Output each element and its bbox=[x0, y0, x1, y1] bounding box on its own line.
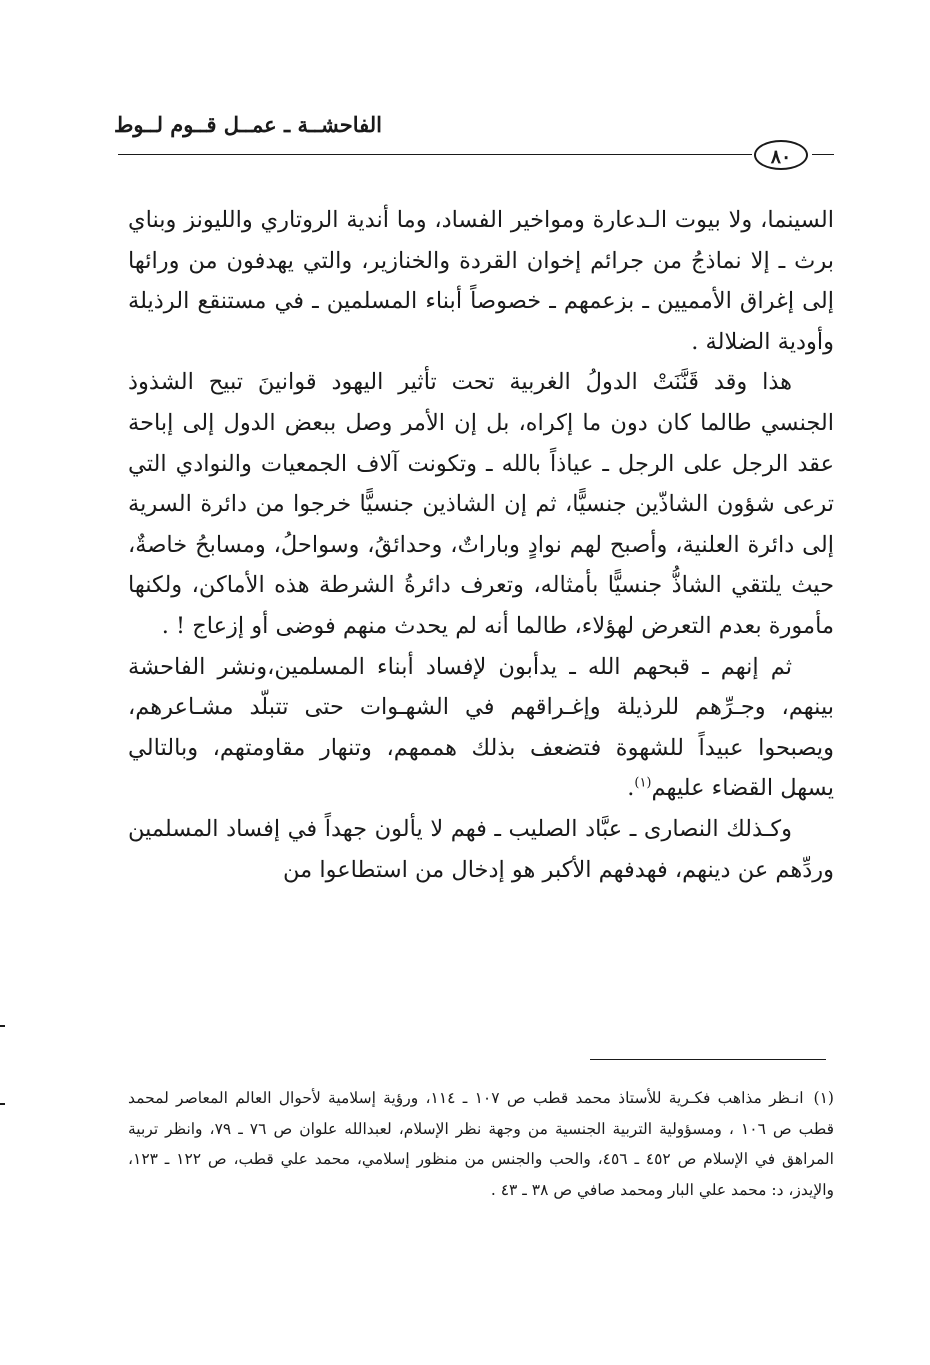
scan-edge-mark bbox=[0, 1103, 5, 1105]
footnote-text: انـظر مذاهب فكـرية للأستاذ محمد قطب ص ١٠٧ ـ ١١٤، ورؤية إسلامية لأحوال العالم المعاصر لمحمد قطب ص ١٠٦ ، ومسؤولية التربية الجنسية من وجهة نظر الإسلام، لعبدالله علوان ص ٧٦ ـ ٧٩، وانظر تربية المراهق في الإسلام ص ٤٥٢ ـ ٤٥٦، والحب والجنس من منظور إسلامي، محمد علي قطب، ص ١٢٢ ـ ١٢٣، والإيدز، د: محمد علي البار ومحمد صافي ص ٣٨ ـ ٤٣ . bbox=[128, 1089, 835, 1199]
footnote-1 bbox=[128, 1083, 834, 1205]
paragraph-3-text: ثم إنهم ـ قبحهم الله ـ يدأبون لإفساد أبناء المسلمين،ونشر الفاحشة بينهم، وجـرِّهم للرذيلة وإغـراقهم في الشهـوات حتى تتبلّد مشـاعرهم، ويصبحوا عبيداً للشهوة فتضعف بذلك هممهم، وتنهار مقاومتهم، وبالتالي يسهل القضاء عليهم bbox=[128, 653, 834, 802]
scan-edge-mark bbox=[0, 1025, 5, 1027]
header-rule-right bbox=[812, 154, 834, 155]
running-header-title: الفاحشــة ـ عمــل قــوم لــوط bbox=[114, 112, 382, 137]
paragraph-3-end: . bbox=[627, 775, 635, 802]
body-text bbox=[128, 200, 834, 890]
paragraph-4: وكـذلك النصارى ـ عبَّاد الصليب ـ فهم لا يألون جهداً في إفساد المسلمين وردِّهم عن دينهم، فهدفهم الأكبر هو إدخال من استطاعوا من bbox=[128, 815, 834, 883]
paragraph-3 bbox=[128, 647, 834, 809]
footnotes bbox=[128, 1083, 834, 1205]
header-rule bbox=[118, 154, 752, 155]
footnote-marker: (١) bbox=[813, 1089, 834, 1107]
footnote-separator bbox=[590, 1059, 826, 1060]
paragraph-1: السينما، ولا بيوت الـدعارة ومواخير الفساد، وما أندية الروتاري والليونز وبناي برث ـ إلا نماذجُ من جرائم إخوان القردة والخنازير، والتي يهدفون من ورائها إلى إغراق الأمميين ـ بزعمهم ـ خصوصاً أبناء المسلمين ـ في مستنقع الرذيلة وأودية الضلالة . bbox=[128, 207, 834, 355]
paragraph-2: هذا وقد قَنَّنَتْ الدولُ الغربية تحت تأثير اليهود قوانينَ تبيح الشذوذ الجنسي طالما كان دون ما إكراه، بل إن الأمر وصل ببعض الدول إلى إباحة عقد الرجل على الرجل ـ عياذاً بالله ـ وتكونت آلاف الجمعيات والنوادي التي ترعى شؤون الشاذّين جنسيًّا، ثم إن الشاذين جنسيًّا خرجوا من دائرة السرية إلى دائرة العلنية، وأصبح لهم نوادٍ وباراتٌ، وحدائقُ، وسواحلُ، ومسابحُ خاصةٌ، حيث يلتقي الشاذُّ جنسيًّا بأمثاله، وتعرف دائرةُ الشرطة هذه الأماكن، ولكنها مأمورة بعدم التعرض لهؤلاء، طالما أنه لم يحدث منهم فوضى أو إزعاج ! . bbox=[128, 369, 834, 639]
page-number: ٨٠ bbox=[754, 140, 808, 170]
footnote-reference[interactable]: (١) bbox=[634, 775, 652, 791]
